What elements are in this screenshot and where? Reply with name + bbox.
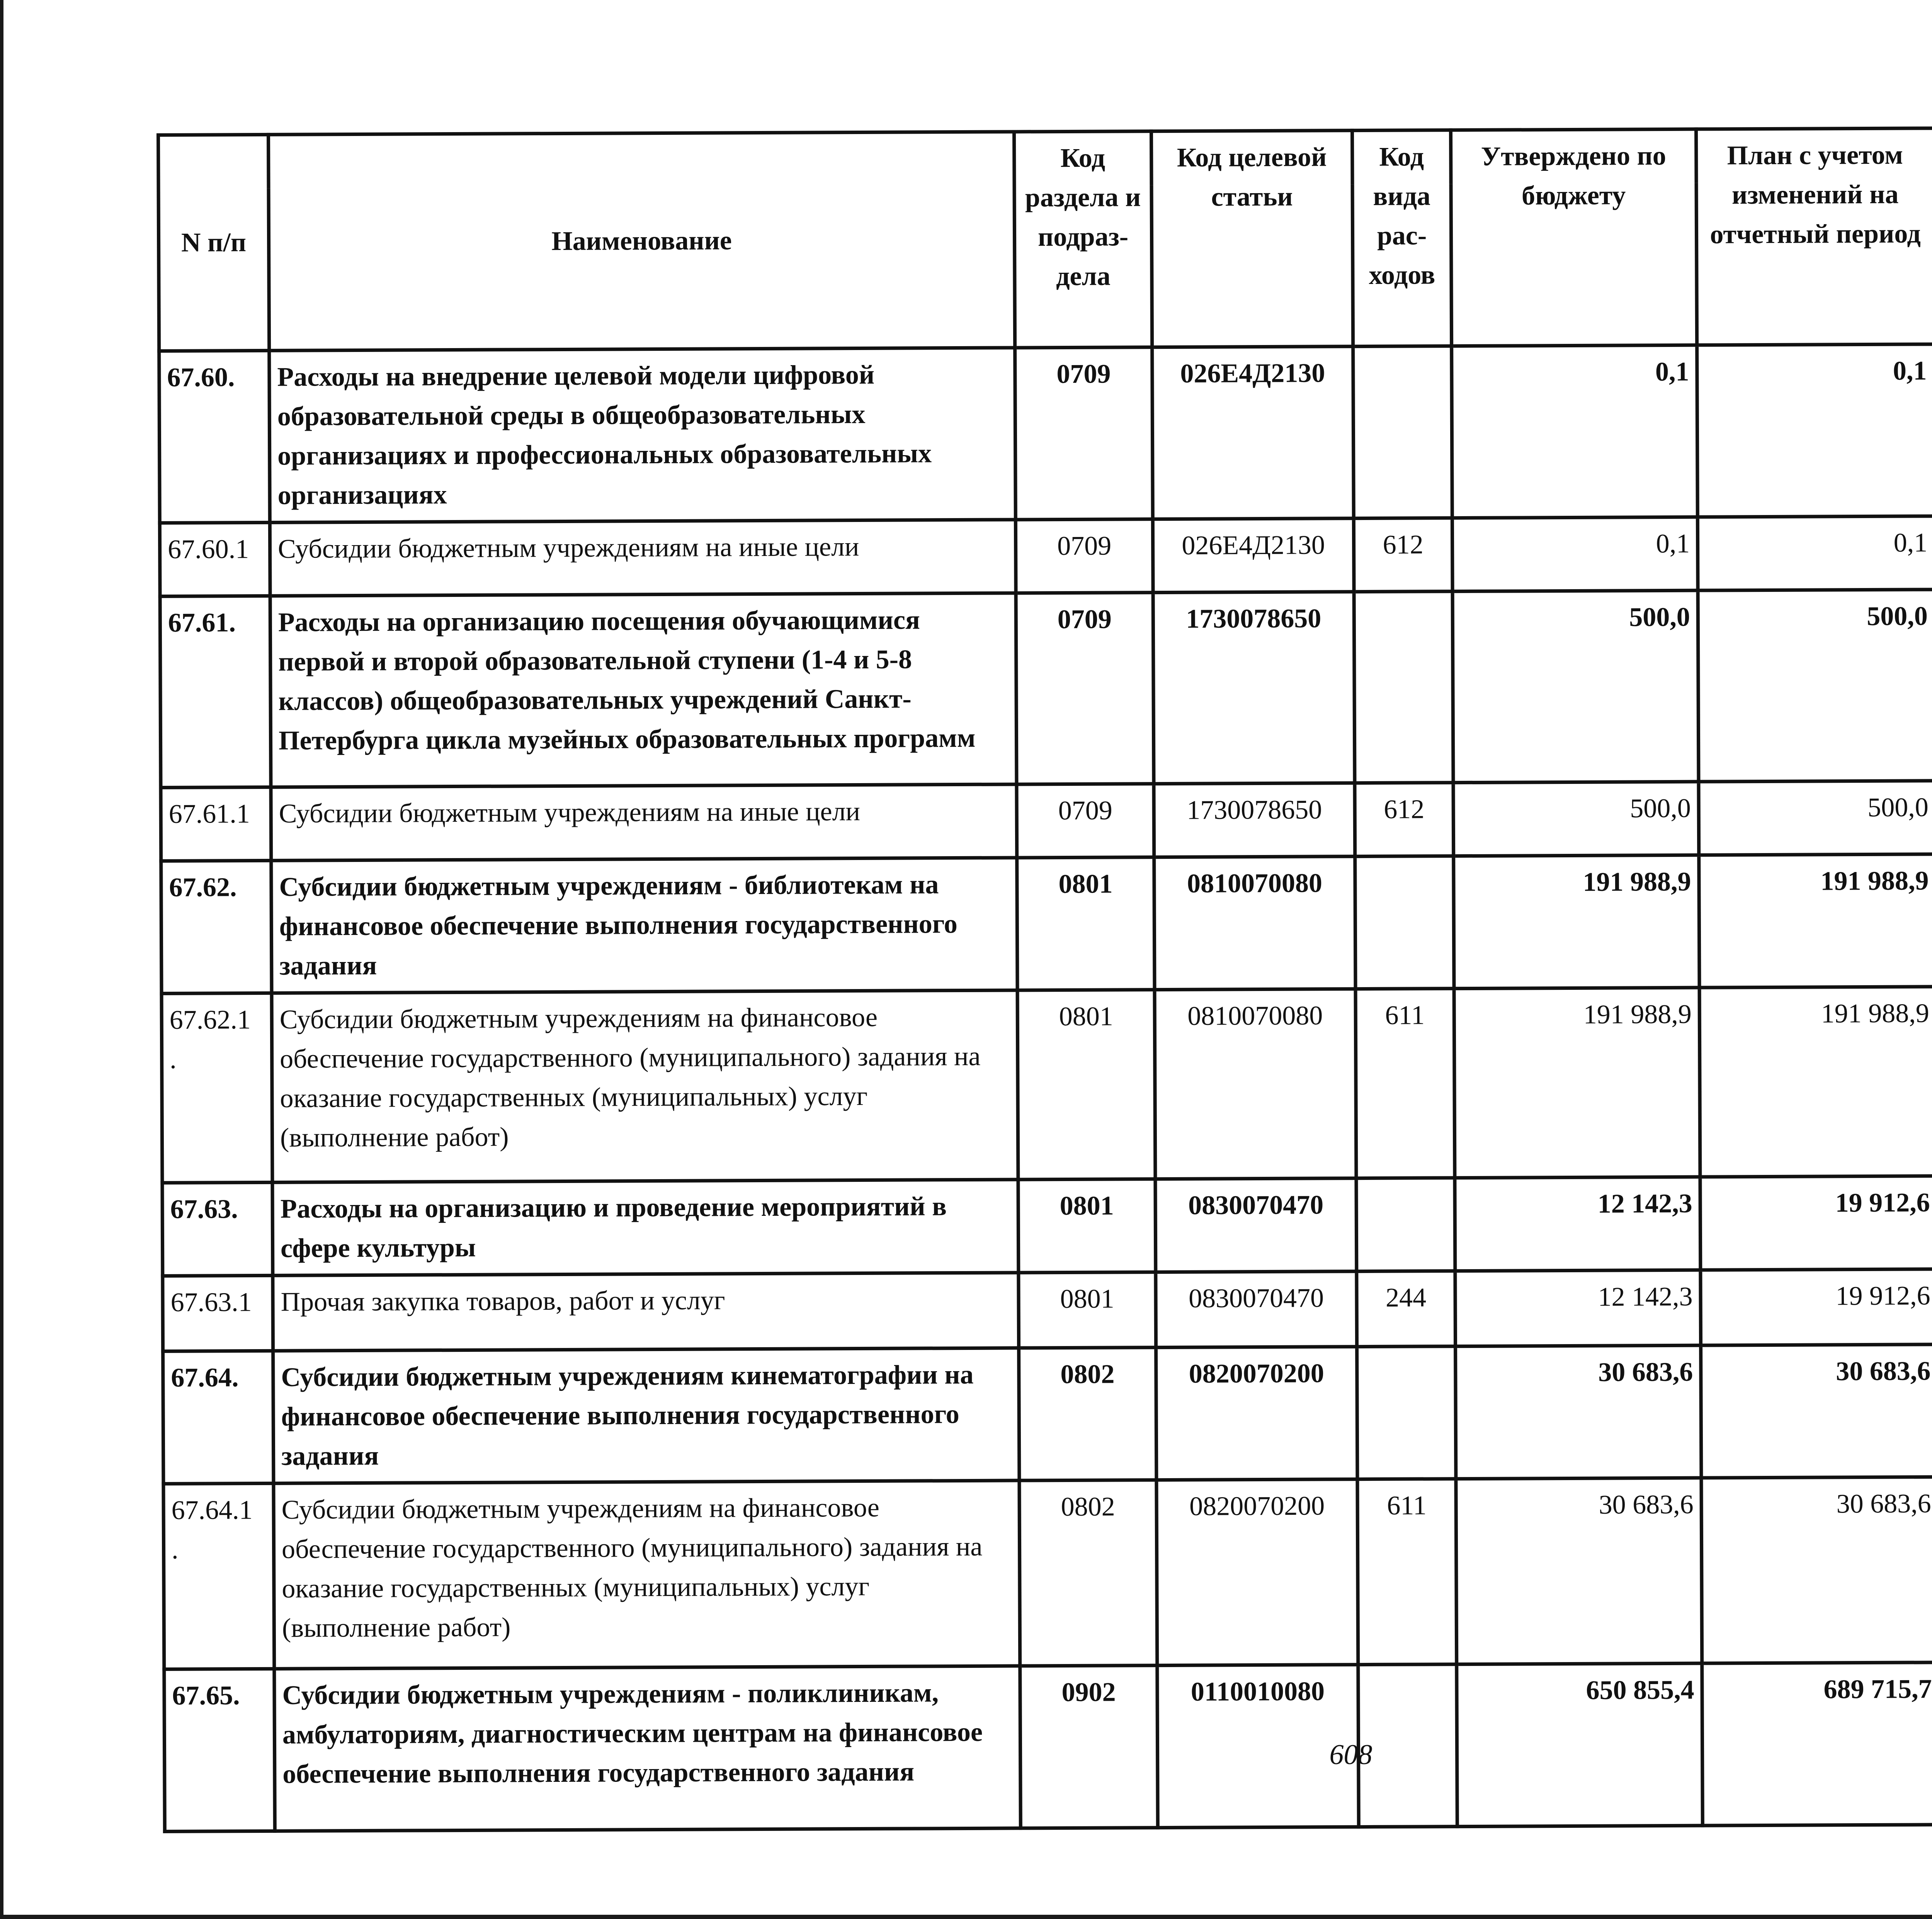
row-target-code: 0820070200: [1156, 1347, 1357, 1480]
row-approved: 0,1: [1452, 517, 1698, 591]
row-section-code: 0902: [1020, 1666, 1158, 1828]
row-name: Расходы на внедрение целевой модели цифровой образовательной среды в общеобразовательных организациях и профессиональных образовательных организациях: [269, 348, 1016, 522]
row-plan: 500,0: [1699, 781, 1932, 855]
table-row: [160, 514, 1932, 597]
row-num: 67.64.1 .: [163, 1483, 274, 1669]
row-approved: 12 142,3: [1455, 1270, 1701, 1346]
row-name: Прочая закупка товаров, работ и услуг: [273, 1273, 1019, 1351]
row-approved: 500,0: [1452, 590, 1699, 782]
table-row: [159, 342, 1932, 523]
row-name: Субсидии бюджетным учреждениям на иные цели: [271, 784, 1017, 860]
row-approved: 12 142,3: [1455, 1177, 1701, 1271]
row-expense-type: [1356, 1178, 1455, 1271]
row-name: Расходы на организацию и проведение мероприятий в сфере культуры: [272, 1180, 1019, 1275]
table-row: [160, 587, 1932, 788]
table-row: [162, 1174, 1932, 1276]
row-num: 67.64.: [163, 1351, 274, 1484]
row-name: Субсидии бюджетным учреждениям - библиотекам на финансовое обеспечение выполнения государственного задания: [271, 858, 1017, 993]
row-expense-type: 611: [1357, 1479, 1457, 1665]
row-num: 67.62.1 .: [162, 993, 272, 1183]
header-expense-type-code: Код вида рас- ходов: [1352, 130, 1451, 347]
row-section-code: 0709: [1015, 519, 1153, 593]
row-num: 67.65.: [164, 1669, 275, 1831]
table-row: [161, 778, 1932, 861]
row-section-code: 0802: [1019, 1480, 1157, 1666]
row-target-code: 0110010080: [1157, 1665, 1359, 1828]
row-name: Субсидии бюджетным учреждениям на финансовое обеспечение государственного (муниципального) задания на оказание государственных (муниципальных) услуг (выполнение работ): [274, 1480, 1020, 1669]
row-name: Субсидии бюджетным учреждениям - поликлиникам, амбулаториям, диагностическим центрам на финансовое обеспечение выполнения государственного задания: [274, 1666, 1021, 1831]
row-approved: 650 855,4: [1457, 1663, 1703, 1826]
row-expense-type: 612: [1354, 518, 1452, 592]
row-section-code: 0801: [1019, 1272, 1156, 1348]
row-num: 67.60.: [159, 350, 270, 523]
row-num: 67.63.: [162, 1182, 273, 1276]
row-expense-type: 244: [1357, 1271, 1456, 1347]
row-expense-type: [1357, 1346, 1456, 1479]
row-section-code: 0801: [1018, 1179, 1156, 1273]
row-target-code: 0830070470: [1156, 1271, 1357, 1348]
row-approved: 500,0: [1453, 782, 1699, 856]
header-plan: План с учетом изменений на отчетный период: [1696, 128, 1932, 345]
scan-left-edge: [0, 0, 3, 1919]
row-num: 67.61.: [160, 596, 271, 787]
row-plan: 19 912,6: [1701, 1269, 1932, 1345]
row-expense-type: [1353, 346, 1452, 518]
row-plan: 30 683,6: [1701, 1344, 1932, 1478]
table-row: [162, 984, 1932, 1183]
row-num: 67.61.1: [161, 787, 271, 861]
row-plan: 500,0: [1698, 590, 1932, 782]
table-row: [163, 1475, 1932, 1669]
row-section-code: 0709: [1016, 593, 1154, 784]
header-target-code: Код целевой статьи: [1151, 131, 1353, 347]
page-number: 608: [1329, 1739, 1372, 1771]
row-target-code: 0820070200: [1156, 1479, 1358, 1666]
row-name: Субсидии бюджетным учреждениям кинематографии на финансовое обеспечение выполнения государственного задания: [273, 1348, 1019, 1483]
row-expense-type: [1355, 856, 1454, 989]
row-num: 67.62.: [161, 860, 272, 993]
row-section-code: 0802: [1019, 1348, 1156, 1480]
row-expense-type: 611: [1355, 989, 1455, 1178]
row-num: 67.60.1: [160, 522, 270, 596]
row-section-code: 0801: [1017, 857, 1155, 990]
row-expense-type: [1354, 592, 1453, 783]
row-section-code: 0801: [1017, 990, 1155, 1180]
row-name: Субсидии бюджетным учреждениям на иные цели: [270, 520, 1016, 596]
table-row: [163, 1342, 1932, 1484]
row-target-code: 1730078650: [1153, 592, 1355, 784]
table-row: [161, 852, 1932, 994]
row-plan: 0,1: [1697, 344, 1932, 517]
scan-bottom-edge: [0, 1915, 1932, 1919]
row-section-code: 0709: [1015, 347, 1153, 520]
row-name: Субсидии бюджетным учреждениям на финансовое обеспечение государственного (муниципального) задания на оказание государственных (муниципальных) услуг (выполнение работ): [272, 990, 1018, 1182]
row-target-code: 026E4Д2130: [1152, 347, 1354, 519]
header-num: N п/п: [158, 134, 269, 351]
row-plan: 191 988,9: [1699, 854, 1932, 988]
row-target-code: 0830070470: [1155, 1178, 1357, 1272]
table-row: [163, 1267, 1932, 1351]
row-target-code: 0810070080: [1155, 989, 1356, 1179]
row-name: Расходы на организацию посещения обучающимися первой и второй образовательной ступени (1-4 и 5-8 классов) общеобразовательных учреждений Санкт-Петербурга цикла музейных образовательных программ: [270, 593, 1017, 787]
header-approved: Утверждено по бюджету: [1451, 129, 1697, 346]
row-approved: 30 683,6: [1456, 1345, 1701, 1479]
row-target-code: 0810070080: [1154, 857, 1355, 990]
row-section-code: 0709: [1017, 784, 1154, 858]
row-approved: 0,1: [1452, 345, 1698, 518]
budget-execution-table: [156, 124, 1932, 1833]
row-target-code: 1730078650: [1154, 783, 1355, 857]
row-approved: 191 988,9: [1454, 988, 1700, 1178]
row-approved: 30 683,6: [1456, 1478, 1702, 1664]
row-approved: 191 988,9: [1454, 855, 1699, 988]
row-plan: 689 715,7: [1702, 1662, 1932, 1826]
row-plan: 191 988,9: [1699, 987, 1932, 1177]
row-expense-type: 612: [1355, 783, 1454, 857]
row-plan: 30 683,6: [1701, 1477, 1932, 1663]
row-plan: 19 912,6: [1700, 1176, 1932, 1270]
header-section-code: Код раздела и подраз- дела: [1014, 131, 1152, 348]
header-name: Наименование: [269, 132, 1015, 350]
row-plan: 0,1: [1697, 516, 1932, 590]
row-num: 67.63.1: [163, 1275, 273, 1351]
row-target-code: 026E4Д2130: [1153, 518, 1354, 593]
